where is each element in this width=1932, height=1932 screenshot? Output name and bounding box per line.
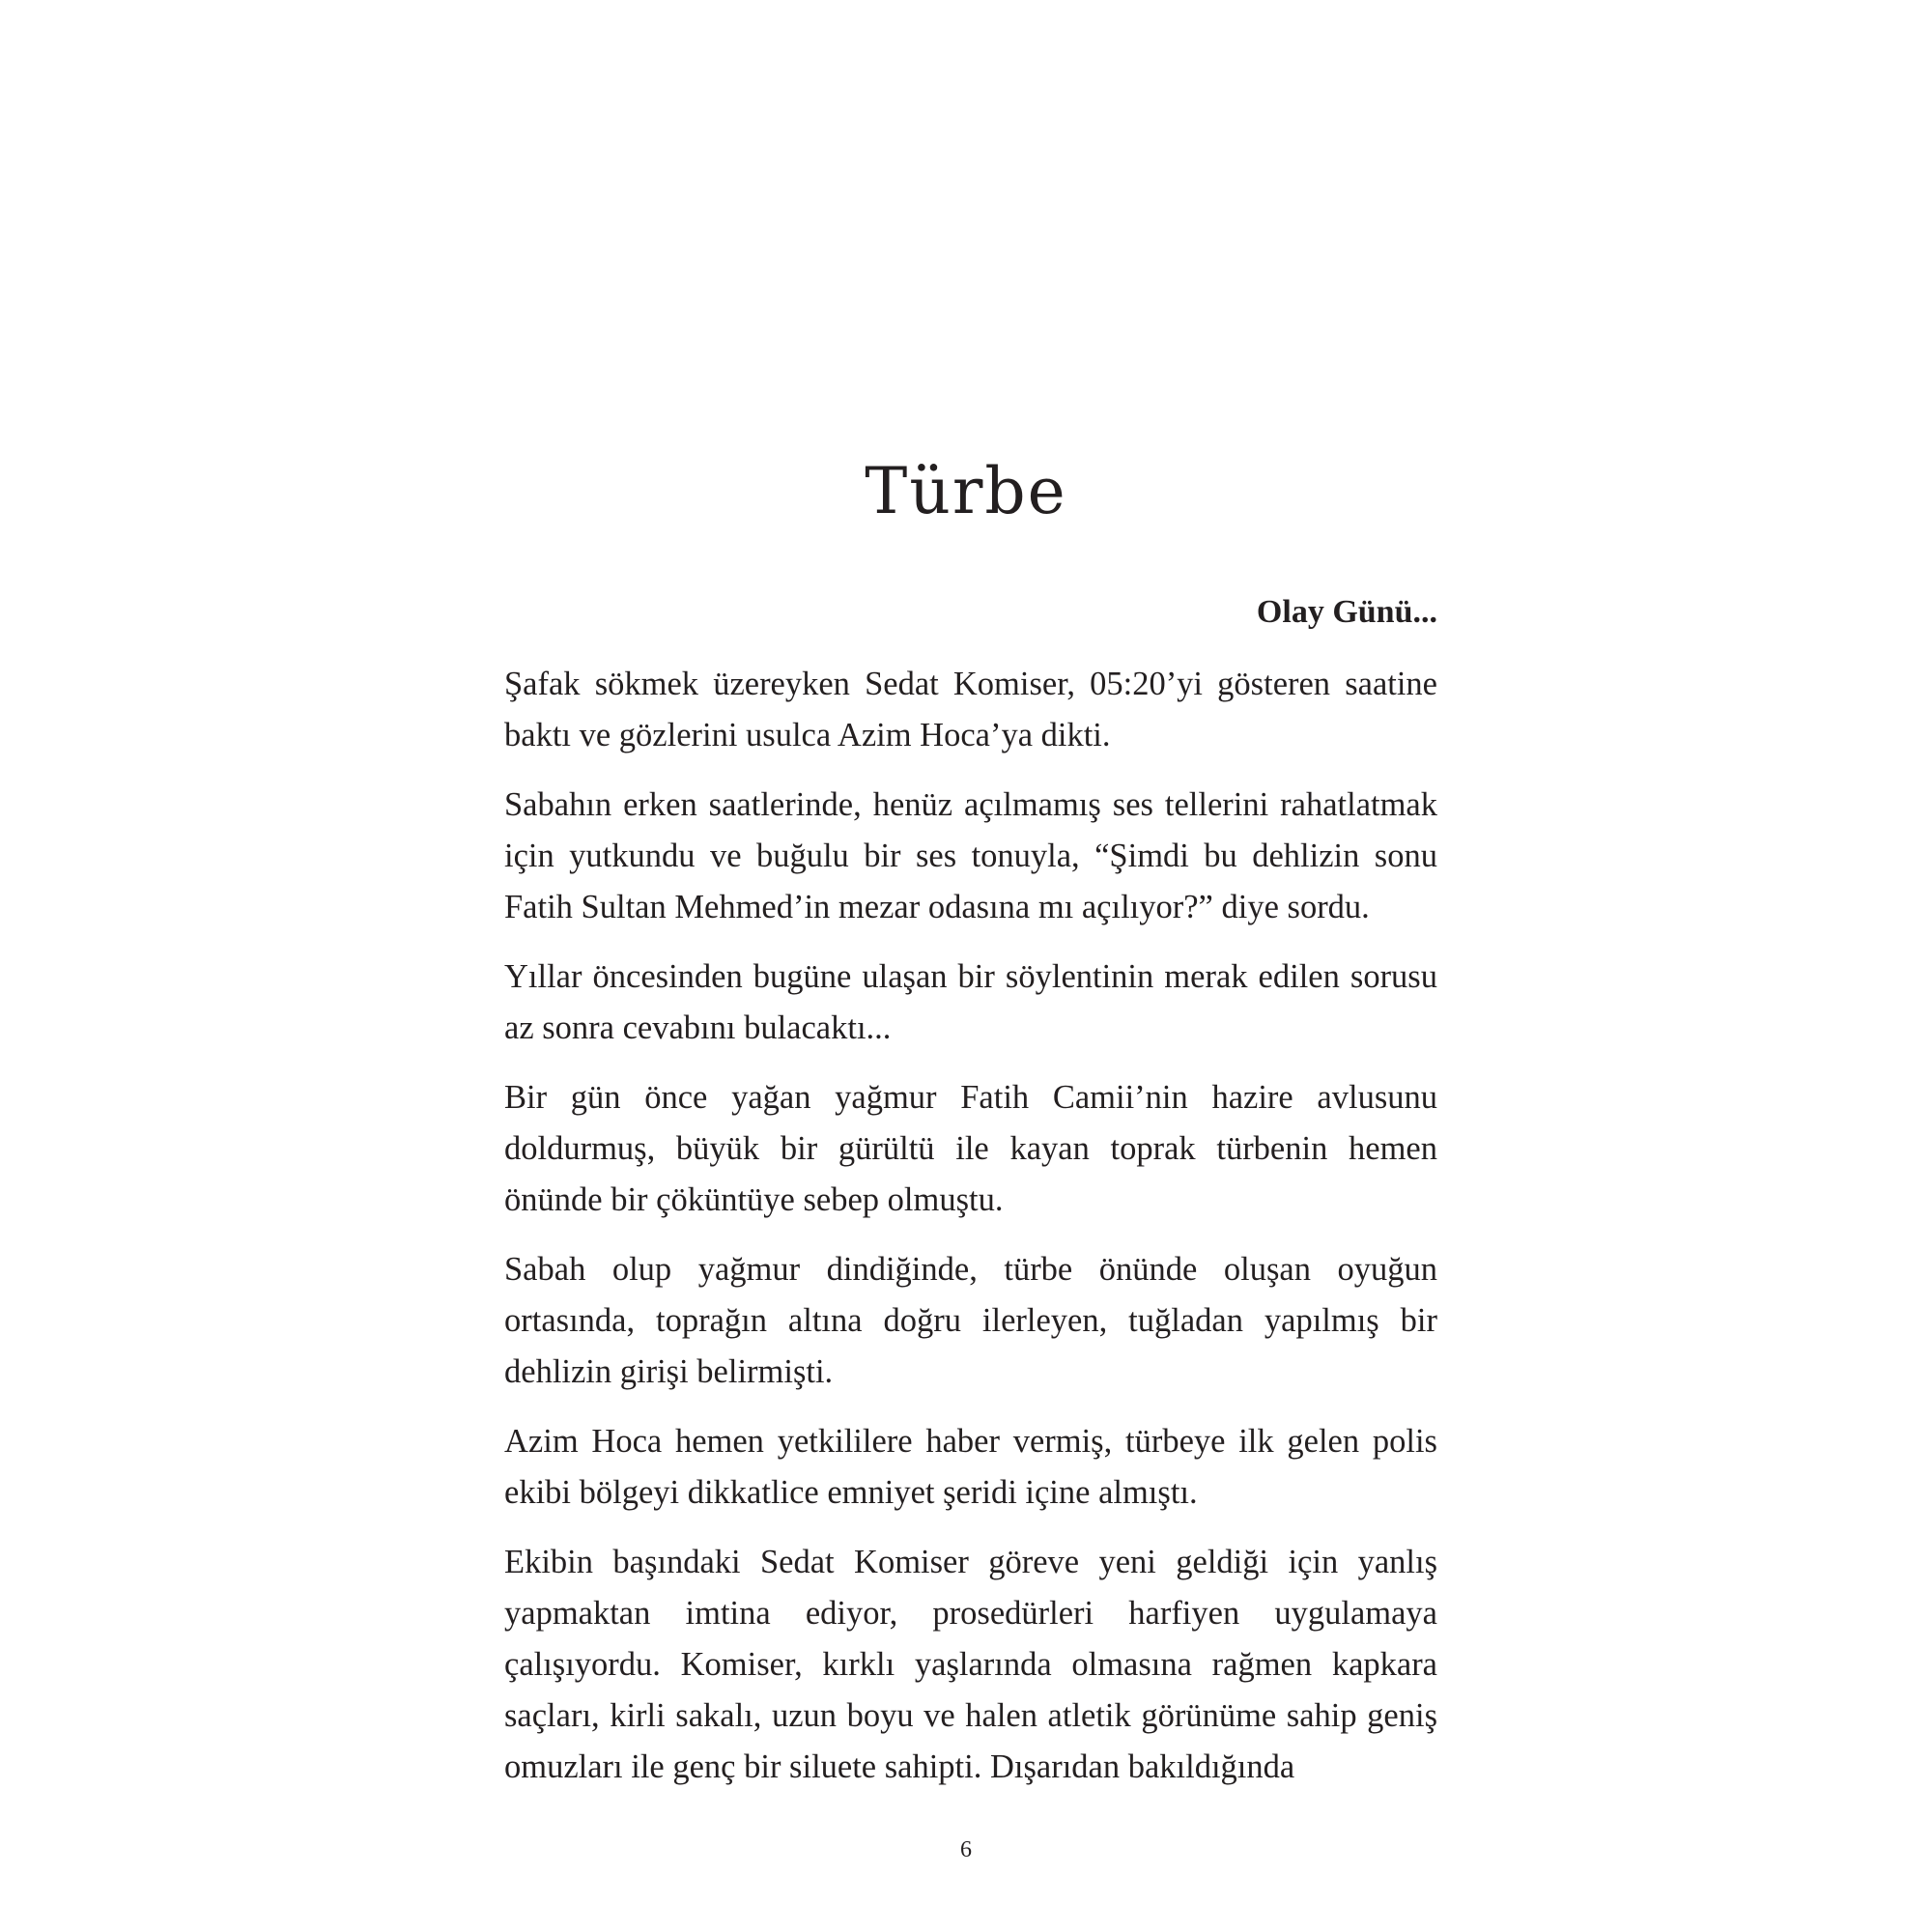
page-number: 6 xyxy=(960,1837,972,1862)
section-subheading: Olay Günü... xyxy=(1256,594,1437,630)
paragraph: Ekibin başındaki Sedat Komiser göreve yeni geldiği için yanlış yapmaktan imtina ediyor, prosedürleri harfiyen uygulamaya çalışıyordu. Komiser, kırklı yaşlarında olmasına rağmen kapkara saçları, kirli sakalı, uzun boyu ve halen atletik görünüme sahip geniş omuzları ile genç bir siluete sahipti. Dışarıdan bakıldığında xyxy=(504,1544,1437,1785)
paragraph: Şafak sökmek üzereyken Sedat Komiser, 05:20’yi gösteren saatine baktı ve gözlerini usulca Azim Hoca’ya dikti. xyxy=(504,666,1437,753)
paragraph: Azim Hoca hemen yetkililere haber vermiş, türbeye ilk gelen polis ekibi bölgeyi dikkatlice emniyet şeridi içine almıştı. xyxy=(504,1423,1437,1511)
paragraph: Sabah olup yağmur dindiğinde, türbe önünde oluşan oyuğun ortasında, toprağın altına doğru ilerleyen, tuğladan yapılmış bir dehlizin girişi belirmişti. xyxy=(504,1251,1437,1390)
chapter-title: Türbe xyxy=(865,454,1067,528)
paragraph: Sabahın erken saatlerinde, henüz açılmamış ses tellerini rahatlatmak için yutkundu ve buğulu bir ses tonuyla, “Şimdi bu dehlizin sonu Fatih Sultan Mehmed’in mezar odasına mı açılıyor?” diye sordu. xyxy=(504,786,1437,925)
body-text xyxy=(504,591,1437,1811)
paragraph: Yıllar öncesinden bugüne ulaşan bir söylentinin merak edilen sorusu az sonra cevabını bulacaktı... xyxy=(504,958,1437,1046)
paragraph: Bir gün önce yağan yağmur Fatih Camii’nin hazire avlusunu doldurmuş, büyük bir gürültü ile kayan toprak türbenin hemen önünde bir çöküntüye sebep olmuştu. xyxy=(504,1079,1437,1218)
